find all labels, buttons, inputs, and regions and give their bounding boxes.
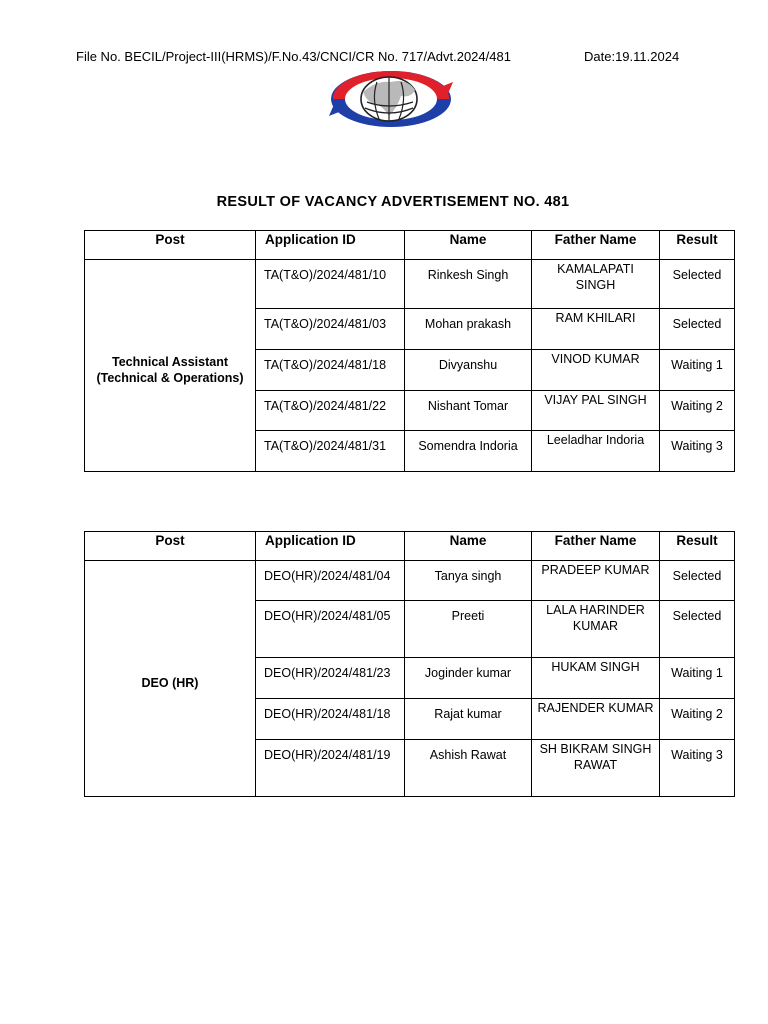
becil-globe-logo-icon (327, 68, 455, 130)
name-cell: Tanya singh (405, 561, 532, 601)
post-cell: DEO (HR) (85, 561, 256, 797)
page-title: RESULT OF VACANCY ADVERTISEMENT NO. 481 (216, 194, 570, 210)
name-cell: Mohan prakash (405, 309, 532, 350)
father-name-cell: LALA HARINDER KUMAR (532, 601, 660, 658)
application-id-cell: DEO(HR)/2024/481/04 (256, 561, 405, 601)
result-cell: Waiting 2 (660, 391, 735, 431)
column-header-result: Result (660, 231, 735, 260)
father-name-cell: SH BIKRAM SINGH RAWAT (532, 740, 660, 797)
father-name-cell: RAJENDER KUMAR (532, 699, 660, 740)
father-name-cell: VINOD KUMAR (532, 350, 660, 391)
application-id-cell: TA(T&O)/2024/481/31 (256, 431, 405, 472)
table-row (85, 561, 735, 601)
column-header-post: Post (85, 231, 256, 260)
name-cell: Rinkesh Singh (405, 260, 532, 309)
column-header-application-id: Application ID (256, 231, 405, 260)
table-row (85, 260, 735, 309)
father-name-cell: KAMALAPATI SINGH (532, 260, 660, 309)
column-header-father-name: Father Name (532, 231, 660, 260)
name-cell: Somendra Indoria (405, 431, 532, 472)
application-id-cell: DEO(HR)/2024/481/19 (256, 740, 405, 797)
father-name-cell: Leeladhar Indoria (532, 431, 660, 472)
column-header-name: Name (405, 532, 532, 561)
result-cell: Waiting 1 (660, 658, 735, 699)
application-id-cell: DEO(HR)/2024/481/23 (256, 658, 405, 699)
application-id-cell: TA(T&O)/2024/481/10 (256, 260, 405, 309)
table-header-row (85, 231, 735, 260)
result-cell: Waiting 3 (660, 431, 735, 472)
result-cell: Selected (660, 561, 735, 601)
document-date: Date:19.11.2024 (584, 49, 680, 64)
column-header-post: Post (85, 532, 256, 561)
column-header-result: Result (660, 532, 735, 561)
post-cell: Technical Assistant (Technical & Operations) (85, 260, 256, 472)
father-name-cell: RAM KHILARI (532, 309, 660, 350)
father-name-cell: VIJAY PAL SINGH (532, 391, 660, 431)
result-cell: Waiting 2 (660, 699, 735, 740)
application-id-cell: DEO(HR)/2024/481/18 (256, 699, 405, 740)
name-cell: Nishant Tomar (405, 391, 532, 431)
result-cell: Waiting 1 (660, 350, 735, 391)
application-id-cell: TA(T&O)/2024/481/22 (256, 391, 405, 431)
father-name-cell: PRADEEP KUMAR (532, 561, 660, 601)
column-header-application-id: Application ID (256, 532, 405, 561)
application-id-cell: TA(T&O)/2024/481/03 (256, 309, 405, 350)
result-cell: Selected (660, 260, 735, 309)
table-header-row (85, 532, 735, 561)
name-cell: Ashish Rawat (405, 740, 532, 797)
name-cell: Divyanshu (405, 350, 532, 391)
father-name-cell: HUKAM SINGH (532, 658, 660, 699)
result-cell: Selected (660, 601, 735, 658)
file-number: File No. BECIL/Project-III(HRMS)/F.No.43/CNCI/CR No. 717/Advt.2024/481 (76, 49, 511, 64)
application-id-cell: TA(T&O)/2024/481/18 (256, 350, 405, 391)
result-table-deo-hr (84, 531, 735, 797)
name-cell: Preeti (405, 601, 532, 658)
column-header-name: Name (405, 231, 532, 260)
result-cell: Selected (660, 309, 735, 350)
file-reference-line (76, 49, 696, 64)
result-table-technical-assistant (84, 230, 735, 472)
name-cell: Joginder kumar (405, 658, 532, 699)
result-cell: Waiting 3 (660, 740, 735, 797)
application-id-cell: DEO(HR)/2024/481/05 (256, 601, 405, 658)
name-cell: Rajat kumar (405, 699, 532, 740)
column-header-father-name: Father Name (532, 532, 660, 561)
